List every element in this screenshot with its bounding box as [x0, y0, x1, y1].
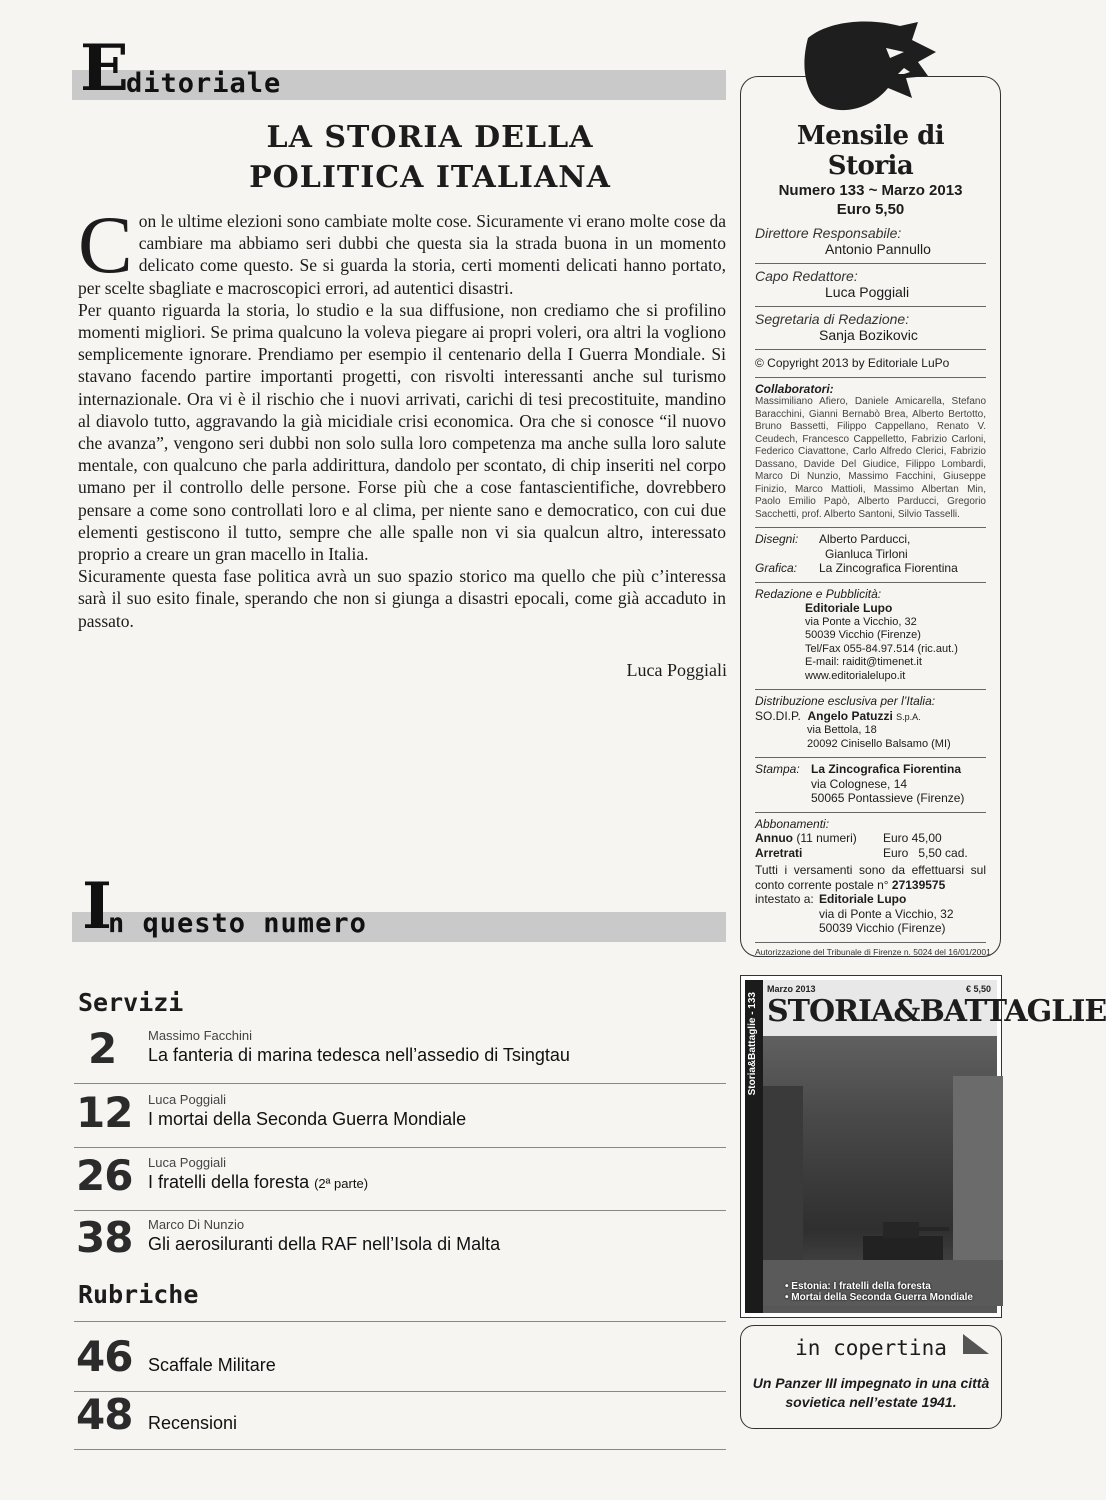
drawings-name-1: Alberto Parducci, — [819, 532, 911, 546]
editorial-title-line2: POLITICA ITALIANA — [249, 160, 611, 195]
editorial-dropcap: C — [78, 199, 133, 290]
distribution-row — [755, 709, 986, 725]
cover-building-right — [953, 1076, 1003, 1276]
toc-page-number: 48 — [76, 1390, 133, 1439]
distribution-spa: S.p.A. — [896, 711, 921, 722]
cover-image — [740, 975, 1106, 1318]
copyright: © Copyright 2013 by Editoriale LuPo — [755, 356, 950, 370]
toc-title — [148, 1172, 368, 1193]
publisher-block — [755, 601, 986, 683]
secretary-label: Segretaria di Redazione: — [755, 311, 910, 327]
in-copertina-box — [740, 1325, 1002, 1429]
divider — [755, 757, 986, 758]
in-copertina-text: Un Panzer III impegnato in una città sovietica nell’estate 1941. — [752, 1375, 990, 1410]
cover-logo: STORIA&BATTAGLIE — [767, 994, 1106, 1029]
drawings-names — [819, 532, 910, 561]
annual-row — [755, 831, 986, 846]
cover-date: Marzo 2013 — [767, 984, 816, 994]
print-name: La Zincografica Fiorentina — [811, 762, 962, 776]
divider — [755, 377, 986, 378]
cover-spine-text: Storia&Battaglie - 133 — [747, 992, 758, 1096]
editorial-title-line1: LA STORIA DELLA — [266, 120, 594, 155]
publisher-website[interactable]: www.editorialelupo.it — [805, 669, 906, 682]
payee-address-2: 50039 Vicchio (Firenze) — [819, 921, 946, 935]
in-copertina-title: in copertina — [795, 1336, 947, 1360]
toc-title: Scaffale Militare — [148, 1355, 276, 1375]
drawings-label: Disegni: — [755, 532, 799, 546]
divider — [755, 349, 986, 350]
cover-price: € 5,50 — [965, 984, 991, 994]
cover-caption-1: • Estonia: I fratelli della foresta — [785, 1281, 931, 1292]
divider — [755, 582, 986, 583]
drawings-name-2: Gianluca Tirloni — [825, 546, 908, 561]
payment-account: 27139575 — [891, 877, 946, 892]
toc-page-number: 2 — [88, 1024, 117, 1073]
editor-name: Luca Poggiali — [825, 284, 910, 300]
subscriptions-label: Abbonamenti: — [755, 816, 830, 831]
print-address-2: 50065 Pontassieve (Firenze) — [811, 791, 965, 805]
divider — [755, 306, 986, 307]
payee-block — [819, 892, 954, 936]
graphics-name: La Zincografica Fiorentina — [819, 561, 958, 575]
contents-heading: n questo numero — [108, 908, 367, 939]
toc-item[interactable] — [74, 1151, 726, 1211]
print-address-1: via Colognese, 14 — [811, 776, 908, 791]
payee-row — [755, 892, 986, 936]
payee-name: Editoriale Lupo — [819, 892, 907, 906]
toc-page-number: 46 — [76, 1332, 133, 1381]
editorial-paragraph-1-text: on le ultime elezioni sono cambiate molte cose. Sicuramente vi erano molte cose da cambiare ma abbiamo seri dubbi che questa sia la strada buona in un momento delicato come questo. Se si guarda la storia, certi momenti delicati hanno portato, per scelte sbagliate e macroscopici errori, ad autentici disastri. — [78, 211, 726, 298]
annual-label-group — [755, 831, 883, 846]
back-issues-label: Arretrati — [755, 845, 803, 860]
cover-building-left — [763, 1086, 803, 1266]
toc-title-text: I fratelli della foresta — [148, 1172, 315, 1192]
toc-title: Gli aerosiluranti della RAF nell’Isola di Malta — [148, 1234, 501, 1254]
editoriale-initial: E — [80, 31, 129, 106]
toc-author: Luca Poggiali — [148, 1092, 227, 1107]
masthead-price: Euro 5,50 — [836, 201, 905, 218]
toc-page-number: 38 — [76, 1213, 133, 1262]
toc-item[interactable] — [74, 1332, 726, 1392]
cover-tank-gun — [919, 1227, 949, 1231]
payee-label: intestato a: — [755, 892, 814, 906]
annual-price: Euro 45,00 — [883, 831, 942, 845]
payment-text: Tutti i versamenti sono da effettuarsi sul conto corrente postale n° — [755, 863, 986, 892]
wolf-head-shape — [804, 22, 936, 111]
cover-tank-body — [863, 1236, 943, 1260]
toc-title: Recensioni — [148, 1413, 238, 1433]
back-issues-price: Euro 5,50 cad. — [883, 845, 968, 860]
distribution-prefix: SO.DI.P. — [755, 708, 801, 723]
annual-label: Annuo — [755, 831, 793, 845]
annual-note: (11 numeri) — [796, 831, 857, 845]
toc-title: La fanteria di marina tedesca nell’assedio di Tsingtau — [148, 1045, 570, 1065]
cover-caption-2: • Mortai della Seconda Guerra Mondiale — [785, 1292, 973, 1303]
publisher-phone: Tel/Fax 055-84.97.514 (ric.aut.) — [805, 642, 958, 655]
toc-page-number: 26 — [76, 1151, 133, 1200]
publisher-name: Editoriale Lupo — [805, 601, 893, 615]
toc-item[interactable] — [74, 1024, 726, 1084]
graphics-label: Grafica: — [755, 561, 798, 575]
graphics-row — [755, 561, 986, 576]
toc-title-suffix: (2ª parte) — [314, 1176, 369, 1191]
secretary-name: Sanja Bozikovic — [819, 327, 918, 343]
director-label: Direttore Responsabile: — [755, 225, 902, 241]
publisher-email[interactable]: E-mail: raidit@timenet.it — [805, 656, 922, 668]
payment-info — [755, 863, 986, 892]
page-corner-icon — [961, 1332, 991, 1356]
toc-item[interactable] — [74, 1088, 726, 1148]
publisher-address-2: 50039 Vicchio (Firenze) — [805, 629, 921, 641]
cover-caption — [785, 1281, 991, 1303]
back-issues-row — [755, 846, 986, 861]
distribution-name: Angelo Patuzzi — [807, 708, 893, 723]
publisher-address-1: via Ponte a Vicchio, 32 — [805, 615, 917, 628]
distribution-label: Distribuzione esclusiva per l’Italia: — [755, 694, 936, 708]
editorial-signature: Luca Poggiali — [626, 660, 727, 680]
director-name: Antonio Pannullo — [825, 241, 931, 257]
cover-tank-turret — [883, 1222, 919, 1238]
publisher-label: Redazione e Pubblicità: — [755, 586, 882, 601]
payee-address-1: via di Ponte a Vicchio, 32 — [819, 906, 954, 921]
divider — [755, 942, 986, 943]
toc-title: I mortai della Seconda Guerra Mondiale — [148, 1109, 467, 1129]
editorial-body — [78, 199, 726, 632]
editorial-paragraph-1 — [78, 199, 726, 299]
cover-photo — [745, 980, 1106, 1313]
collaborators-list: Massimiliano Afiero, Daniele Amicarella, Stefano Baracchini, Gianni Bernabò Brea, Alberto Bertotto, Bruno Bassetti, Filippo Cappellano, Renato V. Ceudech, Francesco Cappelletto, Fabrizio Carloni, Federico Ciavattone, Carlo Alfredo Clerici, Fabrizio Dassano, Davide Del Giudice, Filippo Lombardi, Marco Di Nunzio, Massimo Facchini, Giuseppe Finizio, Marco Mattioli, Massimo Albertan Min, Paolo Emilio Papò, Alberto Parducci, Gregorio Sacchetti, prof. Alberto Santoni, Silvio Tasselli. — [755, 396, 986, 520]
drawings-row — [755, 532, 986, 561]
cover-spine — [745, 980, 763, 1313]
distribution-address-1: via Bettola, 18 — [807, 724, 877, 736]
editoriale-heading: ditoriale — [126, 68, 282, 99]
masthead-title: Mensile di Storia — [796, 121, 945, 181]
divider — [755, 812, 986, 813]
toc-author: Luca Poggiali — [148, 1155, 227, 1170]
distribution-address-2: 20092 Cinisello Balsamo (MI) — [807, 737, 951, 750]
rubriche-heading: Rubriche — [74, 1280, 726, 1322]
toc-page-number: 12 — [76, 1088, 133, 1137]
distribution-address — [755, 724, 986, 751]
toc-item[interactable] — [74, 1213, 726, 1273]
authorization-note: Autorizzazione del Tribunale di Firenze n. 5024 del 16/01/2001 — [755, 946, 991, 957]
masthead-issue: Numero 133 ~ Marzo 2013 — [778, 182, 963, 199]
cover-tank-silhouette — [763, 1036, 1003, 1316]
print-label: Stampa: — [755, 762, 800, 776]
servizi-heading: Servizi — [78, 988, 184, 1017]
masthead-box — [740, 76, 1001, 957]
wolf-logo-icon — [800, 18, 940, 128]
toc-author: Massimo Facchini — [148, 1028, 253, 1043]
collaborators-label: Collaboratori: — [755, 381, 834, 396]
editorial-paragraph-3: Sicuramente questa fase politica avrà un suo spazio storico ma quello che più c’interessa sarà il suo esito finale, sperando che non si giunga a disastri epocali, come già accaduto in passato. — [78, 566, 726, 631]
editorial-title — [150, 118, 710, 198]
divider — [755, 689, 986, 690]
print-block — [811, 762, 964, 806]
editorial-paragraph-2: Per quanto riguarda la storia, lo studio e la sua diffusione, non crediamo che si profilino momenti migliori. Se prima qualcuno la voleva piegare ai propri voleri, ora altri la vogliono semplicemente ignorare. Prendiamo per esempio il centenario della I Guerra Mondiale. Si stavano facendo partire importanti progetti, con risvolti interessanti anche sul turismo internazionale. Ora vi è il rischio che i nuovi arrivati, carichi di tesi precostituite, mandino al diavolo tutto, aggravando la già micidiale crisi economica. Ora che si conosce “il nuovo che avanza”, vengono seri dubbi non solo sulla loro competenza ma anche sulla loro salute mentale, con qualcuno che parla addirittura, dandolo per scontato, di chip inseriti nel corpo umano per il controllo delle persone. Forse più che a cose fantascientifiche, dovrebbero pensare a come sono controllati loro e al clima, per niente sano e democratico, con cui due elementi gestiscono il tutto, sempre che alle spalle non vi sia qualcun altro, interessato proprio a creare un gran macello in Italia. — [78, 299, 726, 565]
contents-initial: I — [82, 869, 112, 944]
divider — [755, 263, 986, 264]
divider — [755, 527, 986, 528]
toc-item[interactable] — [74, 1390, 726, 1450]
toc-author: Marco Di Nunzio — [148, 1217, 245, 1232]
editor-label: Capo Redattore: — [755, 268, 858, 284]
print-row — [755, 762, 986, 806]
